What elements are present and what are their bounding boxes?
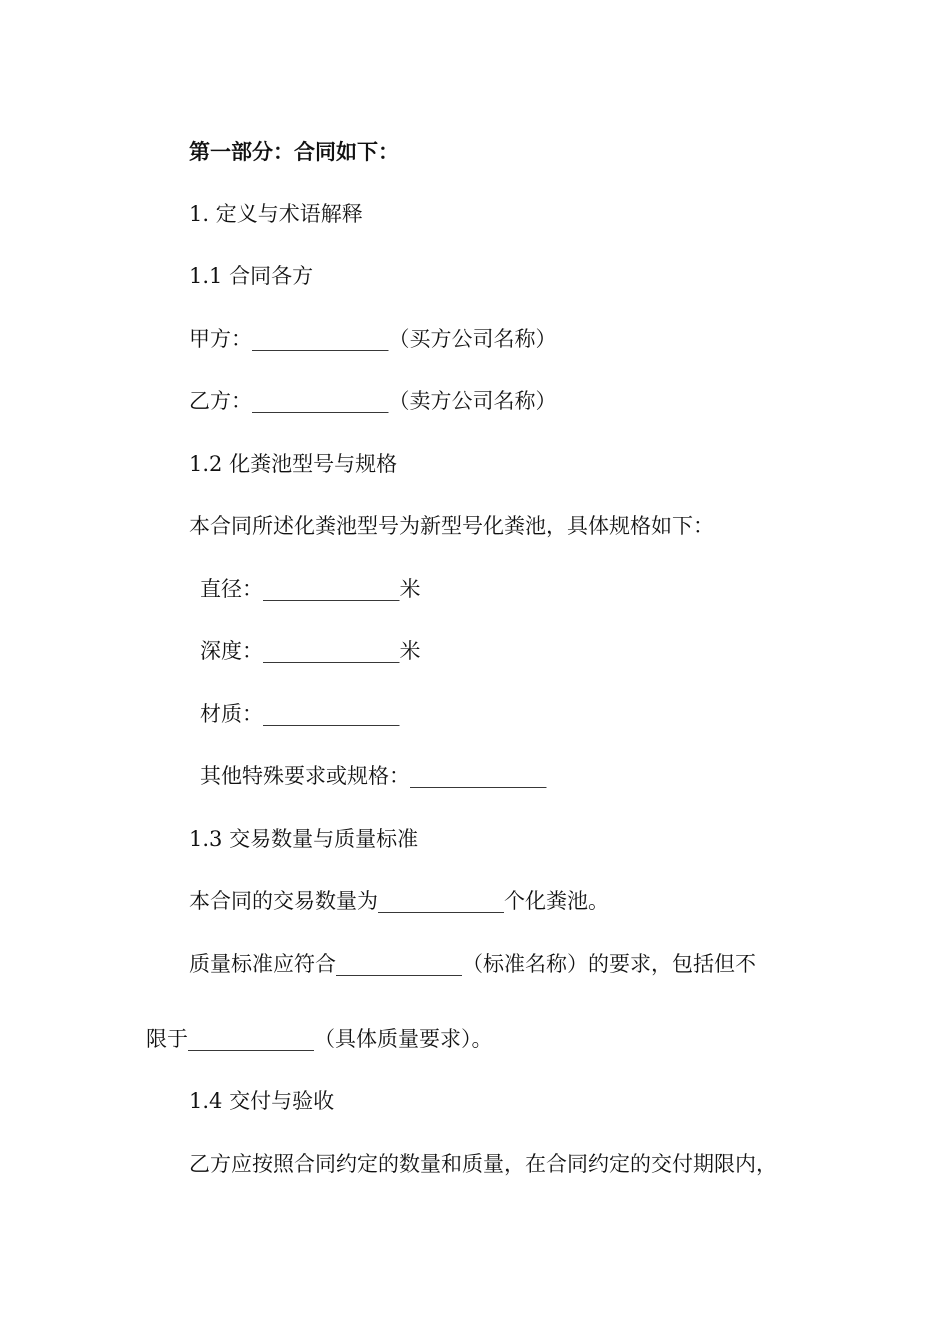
material-line: 材质：_____________: [200, 702, 400, 726]
part-heading: 第一部分：合同如下：: [189, 139, 399, 164]
other-requirements-line: 其他特殊要求或规格：_____________: [200, 764, 547, 788]
quality-paragraph-line-2: 限于____________（具体质量要求）。: [146, 1027, 493, 1051]
party-b-line: 乙方：_____________（卖方公司名称）: [189, 389, 557, 413]
depth-line: 深度：_____________米: [200, 639, 421, 663]
section-1-3-title: 1.3 交易数量与质量标准: [189, 827, 419, 851]
quantity-paragraph: 本合同的交易数量为____________个化粪池。: [189, 889, 609, 913]
diameter-line: 直径：_____________米: [200, 577, 421, 601]
quality-paragraph-line-1: 质量标准应符合____________（标准名称）的要求，包括但不: [189, 952, 756, 976]
section-1-2-title: 1.2 化粪池型号与规格: [189, 452, 398, 476]
section-1-4-title: 1.4 交付与验收: [189, 1089, 335, 1113]
section-1-1-title: 1.1 合同各方: [189, 264, 314, 288]
spec-intro-paragraph: 本合同所述化粪池型号为新型号化粪池，具体规格如下：: [189, 514, 714, 538]
section-1-title: 1. 定义与术语解释: [189, 202, 363, 226]
party-a-line: 甲方：_____________（买方公司名称）: [189, 327, 557, 351]
delivery-paragraph: 乙方应按照合同约定的数量和质量，在合同约定的交付期限内，: [189, 1152, 777, 1176]
